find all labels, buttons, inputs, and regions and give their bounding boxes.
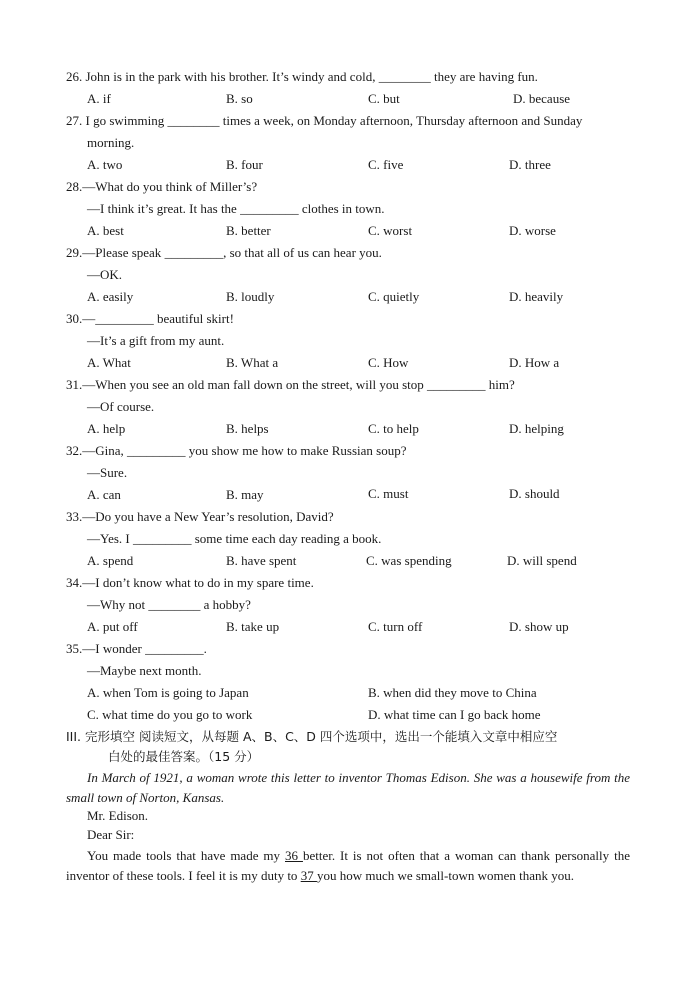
option-d: D. How a [509, 355, 560, 370]
question-31: 31.—When you see an old man fall down on the street, will you stop _________ him? [66, 377, 515, 392]
section-title-continued: 白处的最佳答案。（15 分） [108, 749, 260, 764]
question-27: 27. I go swimming ________ times a week, on Monday afternoon, Thursday afternoon and Sunday [66, 113, 583, 128]
question-34: 34.—I don’t know what to do in my spare time. [66, 575, 314, 590]
option-d: D. should [509, 486, 560, 501]
answer-blank: _________ [127, 443, 186, 458]
answer-blank: ________ [378, 69, 431, 84]
answer-blank: _________ [164, 245, 224, 260]
option-b: B. What a [226, 355, 279, 370]
question-28-reply: —I think it’s great. It has the _________ clothes in town. [87, 201, 385, 216]
option-b: B. loudly [226, 289, 275, 304]
answer-blank: _________ [133, 531, 192, 546]
question-33-reply: —Yes. I _________ some time each day reading a book. [87, 531, 382, 546]
option-c: C. was spending [366, 553, 452, 568]
option-a: A. spend [87, 553, 134, 568]
option-b: B. take up [226, 619, 280, 634]
cloze-blank-37: 37 [300, 867, 317, 883]
option-a: A. if [87, 91, 111, 106]
cloze-blank-36: 36 [285, 848, 303, 863]
answer-blank: _________ [145, 641, 204, 656]
option-d: D. worse [509, 223, 556, 238]
option-c: C. but [368, 91, 400, 106]
option-d: D. helping [509, 421, 564, 436]
letter-addressee: Mr. Edison. [87, 808, 149, 823]
question-35-reply: —Maybe next month. [87, 663, 202, 678]
question-32: 32.—Gina, _________ you show me how to make Russian soup? [66, 443, 407, 458]
option-a: A. put off [87, 619, 138, 634]
question-29-reply: —OK. [87, 267, 123, 282]
question-27-continued: morning. [87, 135, 135, 150]
option-a: A. easily [87, 289, 134, 304]
option-b: B. may [226, 487, 264, 502]
option-d: D. because [513, 91, 571, 106]
option-a: A. two [87, 157, 123, 172]
option-c: C. How [368, 355, 409, 370]
option-c: C. to help [368, 421, 419, 436]
option-a: A. when Tom is going to Japan [87, 685, 249, 700]
answer-blank: ________ [167, 113, 220, 128]
option-c: C. worst [368, 223, 413, 238]
option-d: D. will spend [507, 553, 577, 568]
option-a: A. help [87, 421, 126, 436]
option-c: C. must [368, 486, 409, 501]
option-b: B. better [226, 223, 271, 238]
question-34-reply: —Why not ________ a hobby? [87, 597, 251, 612]
option-d: D. show up [509, 619, 569, 634]
option-a: A. best [87, 223, 124, 238]
letter-body: You made tools that have made my 36 better. It is not often that a woman can thank personally the inventor of these tools. I feel it is my duty to 37 you how much we small-town women thank you. [66, 848, 630, 883]
option-a: A. What [87, 355, 131, 370]
option-a: A. can [87, 487, 121, 502]
question-30: 30.—_________ beautiful skirt! [66, 311, 234, 326]
question-35: 35.—I wonder _________. [66, 641, 207, 656]
letter-salutation: Dear Sir: [87, 827, 135, 842]
question-30-reply: —It’s a gift from my aunt. [87, 333, 225, 348]
answer-blank: _________ [240, 201, 299, 216]
option-d: D. three [509, 157, 551, 172]
question-26: 26. John is in the park with his brother. It’s windy and cold, ________ they are having fun. [66, 69, 538, 84]
question-33: 33.—Do you have a New Year’s resolution, David? [66, 509, 334, 524]
option-d: D. what time can I go back home [368, 707, 541, 722]
answer-blank: _________ [427, 377, 486, 392]
question-28: 28.—What do you think of Miller’s? [66, 179, 258, 194]
passage-intro: In March of 1921, a woman wrote this letter to inventor Thomas Edison. She was a housewife from the small town of Norton, Kansas. [66, 770, 630, 805]
question-32-reply: —Sure. [87, 465, 128, 480]
answer-blank: ________ [148, 597, 201, 612]
option-b: B. helps [226, 421, 269, 436]
option-b: B. have spent [226, 553, 297, 568]
option-c: C. five [368, 157, 404, 172]
option-c: C. what time do you go to work [87, 707, 253, 722]
option-d: D. heavily [509, 289, 564, 304]
question-29: 29.—Please speak _________, so that all of us can hear you. [66, 245, 382, 260]
option-b: B. so [226, 91, 253, 106]
option-b: B. when did they move to China [368, 685, 537, 700]
option-b: B. four [226, 157, 263, 172]
option-c: C. quietly [368, 289, 420, 304]
section-title: III. 完形填空 阅读短文，从每题 A、B、C、D 四个选项中，选出一个能填入文章中相应空 [66, 729, 558, 744]
answer-blank: _________ [95, 311, 154, 326]
option-c: C. turn off [368, 619, 423, 634]
question-31-reply: —Of course. [87, 399, 155, 414]
